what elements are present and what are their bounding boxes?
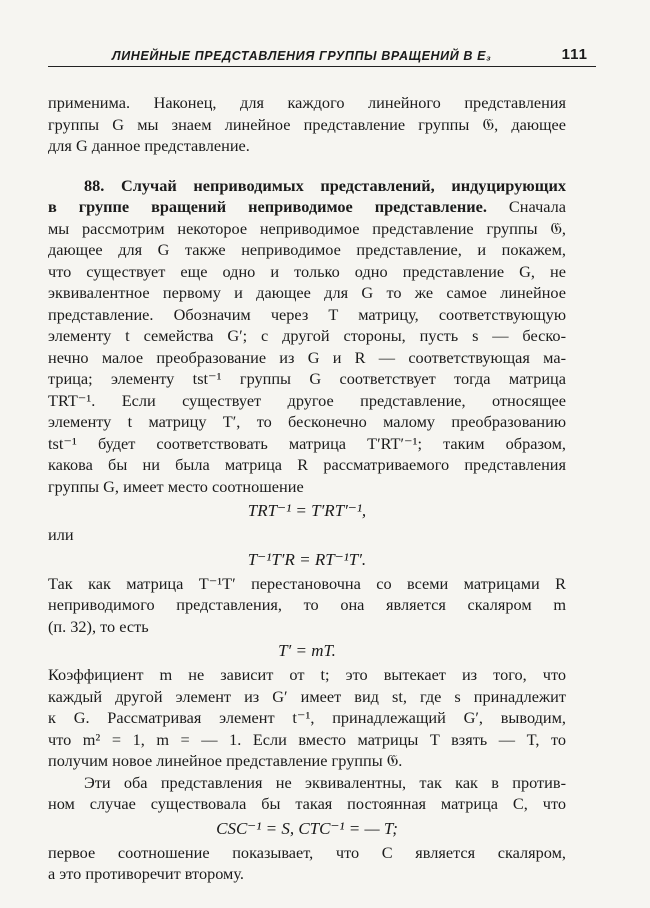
- text-line: ном случае существовала бы такая постоянная матрица C, что: [48, 794, 566, 813]
- text-line: что существует еще одно и только одно представление G, не: [48, 261, 566, 281]
- page-body: [48, 92, 566, 885]
- text-line: группы G мы знаем линейное представление группы 𝔊, дающее: [48, 114, 566, 134]
- paragraph-1: [48, 92, 566, 157]
- page-number: 111: [561, 46, 588, 63]
- text-line: (п. 32), то есть: [48, 616, 149, 636]
- paragraph-4: [48, 664, 566, 772]
- text-line: группы G, имеет место соотношение: [48, 476, 304, 496]
- section-heading-line-2: [48, 196, 566, 218]
- section-88: [48, 175, 566, 498]
- text-line: а это противоречит второму.: [48, 864, 244, 883]
- section-heading-text: в группе вращений неприводимое представление.: [48, 197, 487, 216]
- text-line: представление. Обозначим через T матрицу, соответствующую: [48, 304, 566, 324]
- section-heading-tail: Сначала: [486, 197, 566, 216]
- text-line: эквивалентное первому и дающее для G то же самое линейное: [48, 283, 566, 302]
- text-line: TRT⁻¹. Если существует другое представление, относящее: [48, 390, 566, 410]
- text-line: каждый другой элемент из G′ имеет вид st, где s принадлежит: [48, 686, 566, 706]
- text-line: нечно малое преобразование из G и R — соответствующая ма-: [48, 347, 566, 367]
- text-line: Так как матрица T⁻¹T′ перестановочна со всеми матрицами R: [48, 573, 566, 593]
- running-title: ЛИНЕЙНЫЕ ПРЕДСТАВЛЕНИЯ ГРУППЫ ВРАЩЕНИЙ В E₃: [112, 49, 492, 63]
- formula-2: T⁻¹T′R = RT⁻¹T′.: [247, 549, 367, 569]
- text-line: мы рассмотрим некоторое неприводимое представление группы 𝔊,: [48, 218, 566, 238]
- text-line: tst⁻¹ будет соответствовать матрица T′RT′⁻¹; таким образом,: [48, 433, 566, 453]
- text-line: Эти оба представления не эквивалентны, так как в против-: [84, 772, 566, 792]
- or-word: или: [48, 525, 74, 544]
- text-line: что m² = 1, m = — 1. Если вместо матрицы T взять — T, то: [48, 729, 566, 749]
- text-line: трица; элементу tst⁻¹ группы G соответствует тогда матрица: [48, 369, 566, 388]
- text-line: к G. Рассматривая элемент t⁻¹, принадлежащий G′, выводим,: [48, 708, 566, 727]
- formula-4: CSC⁻¹ = S, CTC⁻¹ = — T;: [216, 818, 398, 838]
- formula-3: T′ = mT.: [278, 641, 336, 660]
- text-line: дающее для G также неприводимое представление, и покажем,: [48, 240, 566, 259]
- text-line: элементу t матрицу T′, то бесконечно малому преобразованию: [48, 412, 566, 431]
- text-line: Коэффициент m не зависит от t; это вытекает из того, что: [48, 665, 566, 684]
- text-line: для G данное представление.: [48, 136, 250, 155]
- formula-1: TRT⁻¹ = T′RT′⁻¹,: [247, 501, 367, 520]
- section-heading: 88. Случай неприводимых представлений, индуцирующих: [84, 175, 566, 195]
- text-line: применима. Наконец, для каждого линейного представления: [48, 93, 566, 112]
- running-header: [48, 44, 596, 67]
- paragraph-5: [48, 772, 566, 815]
- text-line: получим новое линейное представление группы 𝔊.: [48, 751, 403, 770]
- text-line: какова бы ни была матрица R рассматриваемого представления: [48, 455, 566, 474]
- text-line: элементу t семейства G′; с другой стороны, пусть s — беско-: [48, 326, 566, 345]
- text-line: первое соотношение показывает, что C является скаляром,: [48, 842, 566, 862]
- paragraph-6: [48, 842, 566, 885]
- text-line: неприводимого представления, то она является скаляром m: [48, 595, 566, 614]
- paragraph-3: [48, 573, 566, 638]
